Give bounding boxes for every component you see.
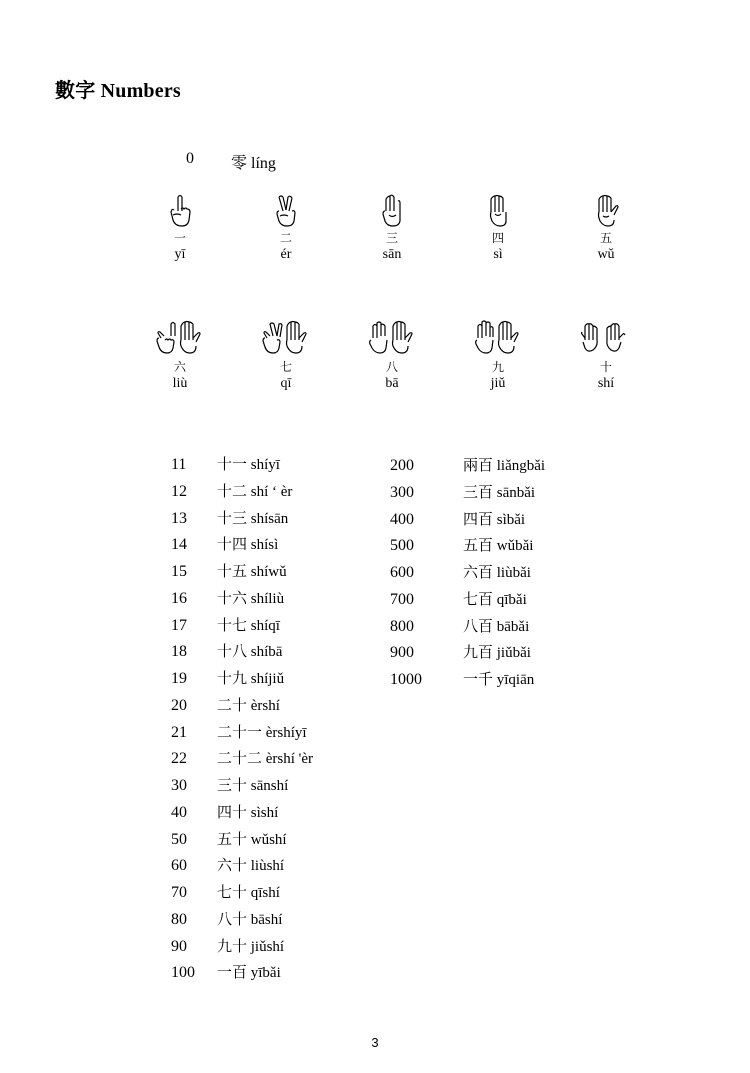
number-row — [171, 910, 391, 930]
number-word: 十三 shísān — [217, 510, 289, 527]
hand-pinyin: ér — [280, 247, 292, 262]
number-word: 十八 shíbā — [217, 644, 283, 661]
number-word: 八十 bāshí — [217, 911, 283, 928]
hand-cell-eight — [352, 318, 432, 392]
number-word: 十五 shíwǔ — [217, 564, 287, 580]
number-row — [390, 536, 610, 556]
number-row — [171, 616, 391, 636]
hand-four-icon — [483, 193, 513, 229]
number-row — [171, 963, 391, 983]
number-word: 十六 shíliù — [217, 590, 285, 607]
number-word: 十二 shí ‘ èr — [217, 483, 293, 500]
hand-cell-six — [140, 318, 220, 392]
number-word: 三十 sānshí — [217, 778, 289, 794]
number-word: 一百 yībǎi — [217, 965, 281, 982]
hand-cell-one — [140, 193, 220, 263]
number-word: 兩百 liǎngbǎi — [463, 458, 546, 474]
hand-pinyin: liù — [172, 376, 188, 391]
number-digit: 13 — [171, 509, 187, 527]
number-word: 三百 sānbǎi — [463, 484, 536, 501]
number-word: 四十 sìshí — [217, 804, 279, 821]
hand-cell-two — [246, 193, 326, 263]
number-digit: 500 — [390, 537, 414, 555]
number-row — [390, 456, 610, 476]
hand-cell-ten — [566, 318, 646, 392]
hand-char: 九 — [491, 360, 504, 374]
number-digit: 300 — [390, 483, 414, 501]
number-row — [390, 590, 610, 610]
number-row — [390, 643, 610, 663]
number-digit: 900 — [390, 644, 414, 662]
hand-cell-seven — [246, 318, 326, 392]
number-row — [171, 482, 391, 502]
number-row — [390, 510, 610, 530]
number-word: 十一 shíyī — [217, 457, 280, 473]
number-row — [390, 563, 610, 583]
hand-char: 三 — [385, 231, 398, 245]
hand-cell-four — [458, 193, 538, 263]
number-row — [390, 617, 610, 637]
number-word: 八百 bābǎi — [463, 618, 530, 635]
number-word: 四百 sìbǎi — [463, 511, 526, 528]
number-row — [171, 509, 391, 529]
hand-char: 四 — [491, 231, 504, 245]
number-digit: 12 — [171, 482, 187, 500]
number-row — [171, 830, 391, 850]
number-row — [171, 535, 391, 555]
number-digit: 17 — [171, 616, 187, 634]
number-digit: 90 — [171, 937, 187, 955]
hands-eight-icon — [367, 318, 417, 358]
number-row — [171, 455, 391, 475]
number-row — [171, 803, 391, 823]
number-digit: 50 — [171, 830, 187, 848]
number-digit: 15 — [171, 563, 187, 580]
number-digit: 700 — [390, 590, 414, 608]
hand-char: 八 — [385, 360, 398, 374]
hand-char: 五 — [599, 231, 612, 245]
number-word: 十七 shíqī — [217, 617, 280, 634]
hand-one-icon — [165, 193, 195, 229]
number-word: 六百 liùbǎi — [463, 565, 531, 581]
number-row — [171, 749, 391, 769]
number-word: 十九 shíjiǔ — [217, 671, 285, 687]
number-word: 五十 wǔshí — [217, 831, 287, 848]
number-word: 一千 yīqiān — [463, 672, 535, 688]
number-word: 七百 qībǎi — [463, 591, 527, 608]
hand-char: 一 — [173, 231, 186, 245]
hand-two-icon — [271, 193, 301, 229]
number-word: 二十一 èrshíyī — [217, 724, 307, 741]
number-row — [171, 776, 391, 796]
number-digit: 19 — [171, 670, 187, 687]
number-word: 十四 shísì — [217, 537, 279, 554]
number-digit: 600 — [390, 564, 414, 581]
number-row — [171, 669, 391, 689]
page-number: 3 — [371, 1035, 379, 1050]
hand-char: 二 — [279, 231, 292, 245]
number-word: 七十 qīshí — [217, 885, 280, 901]
number-row — [171, 642, 391, 662]
number-digit: 800 — [390, 617, 414, 635]
number-word: 六十 liùshí — [217, 858, 285, 875]
number-row — [390, 483, 610, 503]
hand-cell-three — [352, 193, 432, 263]
number-digit: 22 — [171, 750, 187, 768]
hand-pinyin: sì — [493, 247, 503, 262]
number-row — [171, 696, 391, 716]
hands-seven-icon — [261, 318, 311, 358]
hand-pinyin: jiǔ — [490, 376, 506, 391]
number-word: 二十 èrshí — [217, 697, 280, 714]
hand-pinyin: shí — [597, 376, 615, 391]
number-digit: 30 — [171, 777, 187, 794]
number-row — [171, 562, 391, 582]
hand-pinyin: wǔ — [597, 247, 615, 262]
number-digit: 1000 — [390, 671, 422, 688]
hand-char: 七 — [279, 360, 292, 374]
hand-cell-five — [566, 193, 646, 263]
number-digit: 100 — [171, 964, 195, 982]
number-digit: 11 — [171, 456, 187, 473]
number-row — [171, 883, 391, 903]
hands-six-icon — [155, 318, 205, 358]
number-digit: 200 — [390, 457, 414, 474]
number-word: 九百 jiǔbǎi — [463, 645, 531, 662]
number-digit: 70 — [171, 884, 187, 901]
number-word: 五百 wǔbǎi — [463, 538, 534, 555]
number-row — [171, 723, 391, 743]
zero-word: 零 líng — [231, 155, 276, 172]
number-digit: 14 — [171, 536, 187, 554]
number-digit: 400 — [390, 510, 414, 528]
hand-three-icon — [377, 193, 407, 229]
number-digit: 60 — [171, 857, 187, 875]
number-row — [171, 856, 391, 876]
number-digit: 21 — [171, 723, 187, 741]
number-row — [390, 670, 610, 690]
hand-char: 十 — [599, 360, 612, 374]
number-word: 二十二 èrshí 'èr — [217, 751, 314, 768]
number-digit: 20 — [171, 696, 187, 714]
hand-pinyin: bā — [385, 376, 399, 391]
number-row — [171, 589, 391, 609]
page-title: 數字 Numbers — [55, 80, 181, 102]
hands-ten-icon — [581, 318, 631, 358]
hand-five-icon — [591, 193, 621, 229]
number-row — [171, 937, 391, 957]
hand-cell-nine — [458, 318, 538, 392]
hand-pinyin: sān — [382, 247, 402, 262]
hand-char: 六 — [173, 360, 186, 374]
number-digit: 18 — [171, 643, 187, 661]
number-digit: 16 — [171, 589, 187, 607]
hand-pinyin: yī — [174, 247, 186, 262]
hands-nine-icon — [473, 318, 523, 358]
hand-pinyin: qī — [280, 376, 292, 391]
zero-number: 0 — [186, 150, 194, 167]
number-digit: 40 — [171, 803, 187, 821]
number-word: 九十 jiǔshí — [217, 938, 285, 955]
number-digit: 80 — [171, 910, 187, 928]
